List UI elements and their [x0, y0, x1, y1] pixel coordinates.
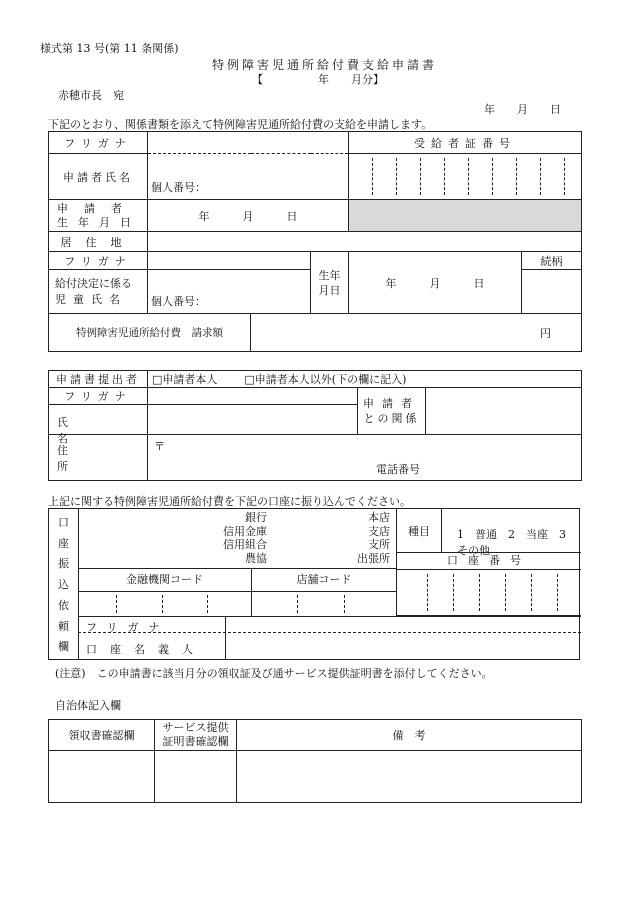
branch-code-input[interactable]	[252, 592, 396, 616]
child-name-input[interactable]	[148, 270, 311, 314]
municipal-table	[48, 719, 582, 803]
applicant-furigana-input[interactable]	[148, 132, 349, 154]
period-line: 【 年 月分】	[252, 73, 384, 86]
relationship-label: 続柄	[522, 252, 582, 270]
municipal-title: 自治体記入欄	[55, 699, 121, 712]
option-other-checkbox[interactable]: □申請者本人以外(下の欄に記入)	[244, 373, 407, 386]
holder-furigana-label: フリガナ	[86, 621, 170, 634]
yen-unit: 円	[540, 326, 552, 340]
submitter-name-input[interactable]	[148, 405, 358, 435]
intro-text: 下記のとおり、関係書類を添えて特例障害児通所給付費の支給を申請します。	[48, 118, 433, 131]
address-input[interactable]	[148, 232, 582, 252]
remarks-input[interactable]	[237, 751, 582, 803]
bank-side-label: 口 座 振 込 依 頼 欄	[49, 509, 79, 659]
remarks-label: 備 考	[237, 720, 582, 751]
service-check-input[interactable]	[155, 751, 237, 803]
child-furigana-input[interactable]	[148, 252, 311, 270]
service-check-label: サービス提供 証明書確認欄	[155, 720, 237, 751]
claim-amount-label: 特例障害児通所給付費 請求額	[49, 314, 251, 352]
note-text: (注意) この申請書に該当月分の領収証及び通サービス提供証明書を添付してください。	[55, 667, 493, 680]
applicant-name-label: 申請者氏名	[49, 154, 148, 200]
institution-code-label: 金融機関コード	[78, 568, 252, 592]
phone-label: 電話番号	[376, 463, 420, 476]
institution-name-input[interactable]: 銀行 信用金庫 信用組合 農協 本店 支店 支所 出張所	[78, 509, 396, 569]
postal-mark: 〒	[154, 440, 165, 453]
relationship-input[interactable]	[522, 270, 582, 314]
bank-intro-text: 上記に関する特例障害児通所給付費を下記の口座に振り込んでください。	[48, 495, 411, 508]
account-type-options[interactable]: 1 普通 2 当座 3 その他	[457, 528, 577, 557]
shaded-cell	[349, 200, 582, 232]
child-personal-number-label: 個人番号：	[151, 295, 206, 308]
claim-amount-input[interactable]	[251, 314, 582, 352]
applicant-birth-label: 申請者 生年月日	[49, 200, 148, 232]
submitter-furigana-input[interactable]	[148, 388, 358, 405]
holder-furigana-input[interactable]	[225, 617, 581, 631]
recipient-number-label: 受給者証番号	[349, 132, 582, 154]
submitter-label: 申請書提出者	[49, 371, 148, 388]
address-label: 居住地	[49, 232, 148, 252]
applicant-name-input[interactable]	[148, 154, 349, 200]
holder-name-input[interactable]	[226, 633, 581, 659]
child-name-label: 給付決定に係る 児童氏名	[49, 270, 148, 314]
account-number-input[interactable]	[396, 570, 581, 616]
submitter-name-label: 氏名	[49, 405, 148, 435]
submitter-furigana-label: フリガナ	[49, 388, 148, 405]
personal-number-label: 個人番号：	[151, 181, 206, 194]
applicant-table	[48, 131, 582, 352]
applicant-furigana-label: フリガナ	[49, 132, 148, 154]
child-birth-label: 生年 月日	[311, 252, 349, 314]
child-furigana-label: フリガナ	[49, 252, 148, 270]
submitter-options	[148, 371, 582, 388]
account-type-label: 種目	[396, 509, 442, 553]
relation-input[interactable]	[426, 388, 582, 435]
child-birth-date[interactable]: 年 月 日	[349, 252, 522, 314]
submitter-table	[48, 370, 582, 481]
receipt-check-label: 領収書確認欄	[49, 720, 155, 751]
submitter-address-label: 住所	[49, 435, 148, 481]
date-line: 年 月 日	[484, 103, 561, 116]
holder-name-label: 口座名義人	[86, 643, 206, 656]
form-number: 様式第 13 号(第 11 条関係)	[40, 42, 179, 55]
branch-code-label: 店舗コード	[252, 568, 396, 592]
option-self-checkbox[interactable]: □申請者本人	[152, 373, 218, 386]
institution-code-input[interactable]	[78, 592, 252, 616]
receipt-check-input[interactable]	[49, 751, 155, 803]
account-number-label: 口座番号	[396, 553, 581, 570]
bank-section	[48, 508, 580, 660]
submitter-address-input[interactable]	[148, 435, 582, 481]
relation-label: 申請者 との関係	[358, 388, 426, 435]
recipient-number-input[interactable]	[349, 154, 582, 200]
page-title: 特例障害児通所給付費支給申請書	[212, 58, 438, 72]
applicant-birth-date[interactable]: 年 月 日	[148, 200, 349, 232]
addressee: 赤穂市長 宛	[58, 89, 124, 102]
